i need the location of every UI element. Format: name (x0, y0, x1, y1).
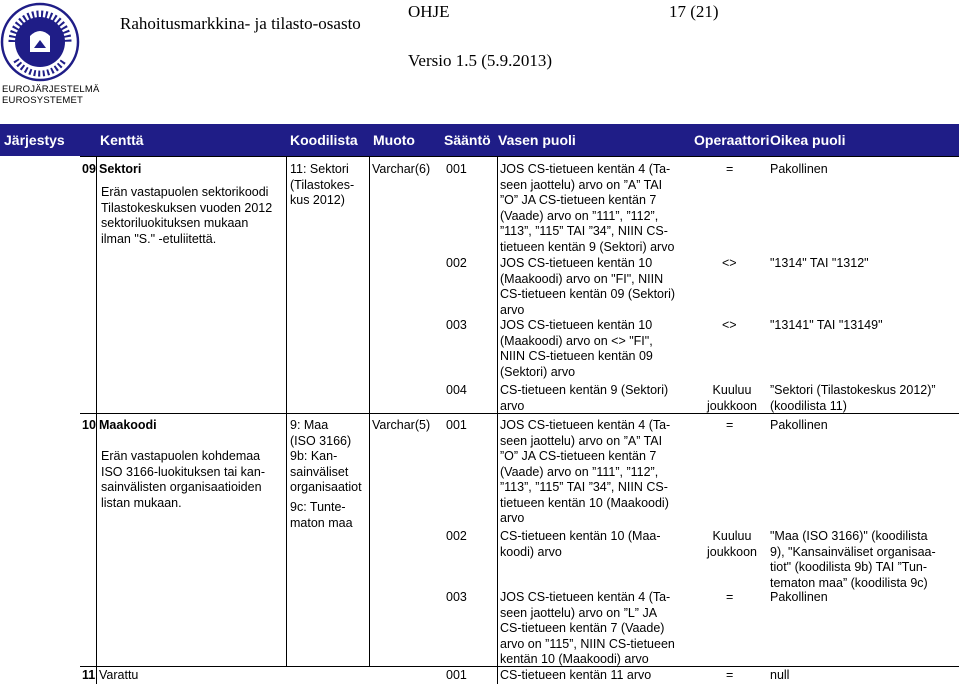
rule-operator: Kuuluu joukkoon (706, 383, 758, 413)
field-description: Erän vastapuolen kohdemaa ISO 3166-luokituksen tai kan- sainvälisten organisaatioiden listan mukaan. (101, 449, 265, 510)
field-format: Varchar(5) (372, 418, 431, 432)
rule-operator: = (726, 162, 734, 176)
page-number: 17 (21) (669, 2, 719, 21)
field-number: 11 (82, 668, 96, 682)
rule-right-side: "Maa (ISO 3166)" (koodilista 9), "Kansainväliset organisaa- tiot" (koodilista 9b) TAI ”Tun- tematon maa” (koodilista 9c) (770, 529, 936, 590)
rule-number: 002 (446, 529, 467, 543)
rule-operator: <> (722, 256, 737, 270)
rule-number: 003 (446, 318, 467, 332)
column-divider (369, 156, 370, 666)
rule-number: 001 (446, 418, 467, 432)
field-number: 09 (82, 162, 96, 176)
row-divider (80, 156, 959, 157)
rule-left-side: CS-tietueen kentän 11 arvo (500, 668, 652, 682)
document-type: OHJE (408, 2, 450, 21)
rule-left-side: JOS CS-tietueen kentän 4 (Ta- seen jaottelu) arvo on ”A” TAI ”O” JA CS-tietueen kentän 7 (Vaade) arvo on ”111”, ”112”, ”113”, ”115” TAI ”34”, NIIN CS- tietueen kentän 9 (Sektori) arvo (500, 162, 675, 254)
col-right-side: Oikea puoli (770, 132, 846, 148)
col-format: Muoto (373, 132, 415, 148)
rule-left-side: JOS CS-tietueen kentän 10 (Maakoodi) arvo on <> "FI", NIIN CS-tietueen kentän 09 (Sektori) arvo (500, 318, 653, 379)
field-number: 10 (82, 418, 96, 432)
eurosystem-label: EUROJÄRJESTELMÄ EUROSYSTEMET (2, 84, 100, 106)
rule-operator: Kuuluu joukkoon (706, 529, 758, 559)
rule-right-side: Pakollinen (770, 162, 828, 176)
bank-logo (0, 2, 80, 82)
col-left-side: Vasen puoli (498, 132, 576, 148)
col-order: Järjestys (4, 132, 65, 148)
rule-left-side: CS-tietueen kentän 9 (Sektori) arvo (500, 383, 669, 413)
rule-left-side: JOS CS-tietueen kentän 4 (Ta- seen jaottelu) arvo on ”L” JA CS-tietueen kentän 7 (Vaade) arvo on ”115”, NIIN CS-tietueen kentän 10 (Maakoodi) arvo (500, 590, 675, 666)
field-name: Varattu (99, 668, 139, 682)
col-codelist: Koodilista (290, 132, 358, 148)
field-codelist: 11: Sektori (Tilastokes- kus 2012) (290, 162, 355, 207)
rule-operator: <> (722, 318, 737, 332)
rule-right-side: Pakollinen (770, 590, 828, 604)
field-codelist: 9: Maa (ISO 3166) 9b: Kan- sainväliset organisaatiot 9c: Tunte- maton maa (290, 418, 362, 530)
rule-right-side: null (770, 668, 790, 682)
rule-number: 002 (446, 256, 467, 270)
rule-right-side: Pakollinen (770, 418, 828, 432)
field-description: Erän vastapuolen sektorikoodi Tilastokeskuksen vuoden 2012 sektoriluokituksen mukaan ilman "S." -etuliitettä. (101, 185, 273, 246)
rule-right-side: ”Sektori (Tilastokeskus 2012)” (koodilista 11) (770, 383, 936, 413)
rule-left-side: JOS CS-tietueen kentän 10 (Maakoodi) arvo on "FI", NIIN CS-tietueen kentän 09 (Sektori) arvo (500, 256, 676, 317)
rule-number: 004 (446, 383, 467, 397)
col-operator: Operaattori (694, 132, 770, 148)
field-name: Maakoodi (99, 418, 157, 432)
organization-name: Rahoitusmarkkina- ja tilasto-osasto (120, 14, 361, 33)
rule-number: 001 (446, 668, 467, 682)
col-field: Kenttä (100, 132, 144, 148)
document-header (0, 0, 959, 110)
version-label: Versio 1.5 (5.9.2013) (408, 51, 553, 70)
column-divider (286, 156, 287, 666)
column-divider (497, 156, 498, 684)
rule-number: 001 (446, 162, 467, 176)
field-format: Varchar(6) (372, 162, 431, 176)
rule-left-side: CS-tietueen kentän 10 (Maa- koodi) arvo (500, 529, 661, 559)
rule-operator: = (726, 590, 734, 604)
rule-right-side: "1314" TAI "1312" (770, 256, 869, 270)
rule-right-side: "13141" TAI "13149" (770, 318, 883, 332)
rule-left-side: JOS CS-tietueen kentän 4 (Ta- seen jaottelu) arvo on ”A” TAI ”O” JA CS-tietueen kentän 7 (Vaade) arvo on ”111”, ”112”, ”113”, ”115” TAI ”34”, NIIN CS- tietueen kentän 10 (Maakoodi) arvo (500, 418, 671, 525)
rule-operator: = (726, 668, 734, 682)
col-rule: Sääntö (444, 132, 491, 148)
table-header (0, 124, 959, 156)
rule-operator: = (726, 418, 734, 432)
column-divider (96, 156, 97, 684)
field-name: Sektori (99, 162, 142, 176)
rule-number: 003 (446, 590, 467, 604)
